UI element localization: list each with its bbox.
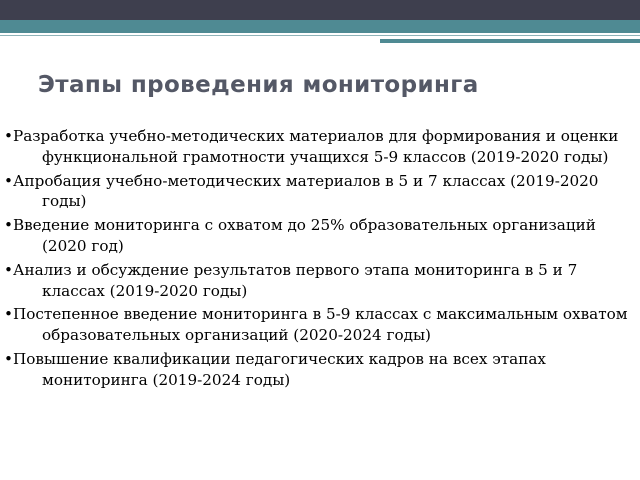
list-item-text: Апробация учебно-методических материалов в 5 и 7 классах (2019-2020 годы) bbox=[12, 171, 599, 211]
list-item-text: Разработка учебно-методических материалов для формирования и оценки функциональной грамотности учащихся 5-9 классов (2019-2020 годы) bbox=[12, 127, 619, 166]
stages-list bbox=[4, 126, 632, 394]
header-divider-line bbox=[0, 35, 640, 36]
header-teal-band bbox=[0, 20, 640, 33]
bullet-icon: • bbox=[4, 260, 13, 279]
list-item-text: Введение мониторинга с охватом до 25% образовательных организаций (2020 год) bbox=[12, 216, 596, 255]
list-item bbox=[4, 126, 632, 168]
list-item bbox=[4, 171, 632, 213]
header-accent-line bbox=[380, 39, 640, 43]
bullet-icon: • bbox=[4, 349, 13, 368]
bullet-icon: • bbox=[4, 305, 13, 324]
list-item bbox=[4, 260, 632, 302]
list-item-text: Постепенное введение мониторинга в 5-9 классах с максимальным охватом образовательных организаций (2020-2024 годы) bbox=[12, 305, 628, 345]
list-item bbox=[4, 349, 632, 391]
bullet-icon: • bbox=[4, 127, 13, 145]
list-item-text: Анализ и обсуждение результатов первого этапа мониторинга в 5 и 7 классах (2019-2020 годы) bbox=[12, 260, 578, 300]
header-dark-band bbox=[0, 0, 640, 20]
slide-title: Этапы проведения мониторинга bbox=[38, 72, 479, 98]
bullet-icon: • bbox=[4, 216, 13, 235]
list-item bbox=[4, 304, 632, 346]
list-item-text: Повышение квалификации педагогических кадров на всех этапах мониторинга (2019-2024 годы) bbox=[12, 349, 546, 389]
list-item bbox=[4, 215, 632, 257]
bullet-icon: • bbox=[4, 171, 13, 190]
